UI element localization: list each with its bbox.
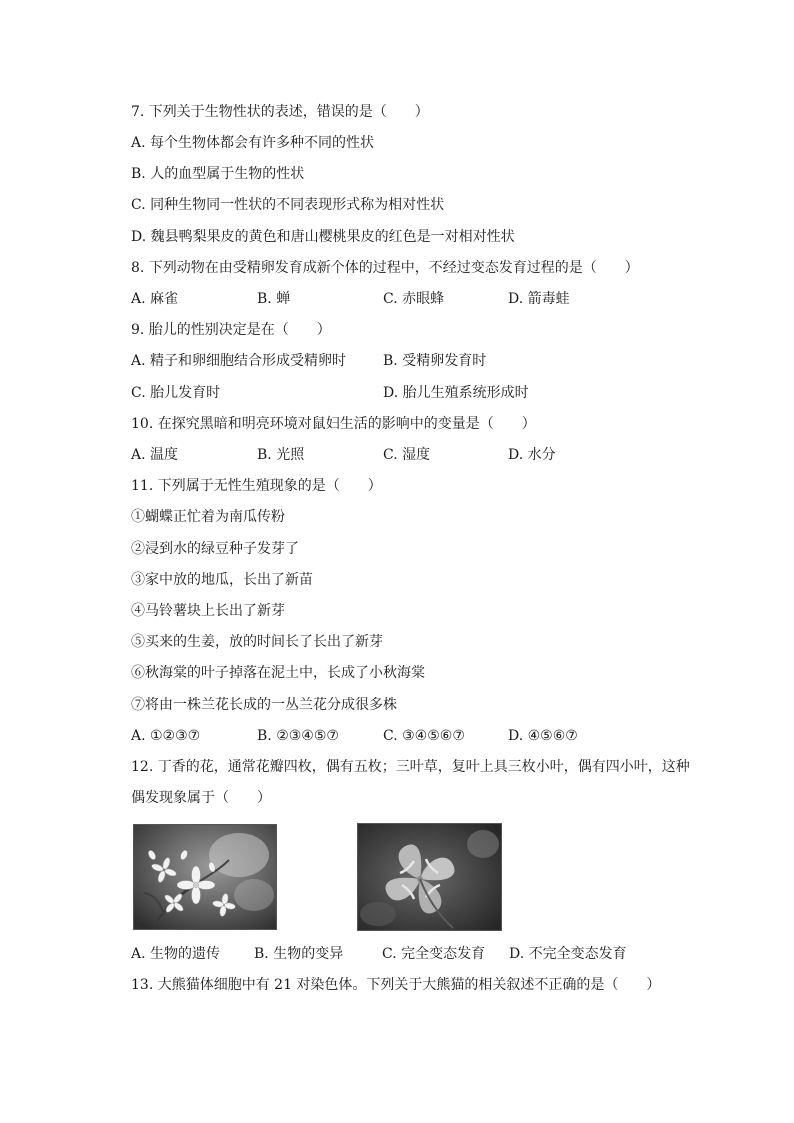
question-11-item-3: ③家中放的地瓜，长出了新苗 bbox=[131, 572, 313, 588]
question-11-item-1: ①蝴蝶正忙着为南瓜传粉 bbox=[131, 509, 285, 525]
question-11-option-b: B. ②③④⑤⑦ bbox=[257, 728, 339, 744]
question-12-stem-line-1: 12. 丁香的花，通常花瓣四枚，偶有五枚；三叶草，复叶上具三枚小叶，偶有四小叶，这种 bbox=[131, 759, 690, 775]
question-12-option-d: D. 不完全变态发育 bbox=[509, 946, 627, 962]
four-leaf-clover-photo bbox=[357, 823, 502, 931]
question-11-option-a: A. ①②③⑦ bbox=[131, 728, 201, 744]
question-9-option-d: D. 胎儿生殖系统形成时 bbox=[383, 385, 529, 401]
question-10-option-b: B. 光照 bbox=[257, 447, 305, 463]
question-9-option-c: C. 胎儿发育时 bbox=[131, 385, 221, 401]
question-9-option-b: B. 受精卵发育时 bbox=[383, 353, 487, 369]
lilac-flower-photo bbox=[133, 824, 277, 930]
question-10-option-c: C. 湿度 bbox=[383, 447, 431, 463]
question-7-option-d: D. 魏县鸭梨果皮的黄色和唐山樱桃果皮的红色是一对相对性状 bbox=[131, 229, 515, 245]
question-10-option-d: D. 水分 bbox=[508, 447, 556, 463]
question-8-option-d: D. 箭毒蛙 bbox=[508, 291, 570, 307]
question-7-option-b: B. 人的血型属于生物的性状 bbox=[131, 166, 305, 182]
question-7-option-a: A. 每个生物体都会有许多种不同的性状 bbox=[131, 135, 375, 151]
question-8-option-b: B. 蝉 bbox=[257, 291, 291, 307]
question-8-option-a: A. 麻雀 bbox=[131, 291, 179, 307]
question-8-option-c: C. 赤眼蜂 bbox=[383, 291, 445, 307]
question-11-item-6: ⑥秋海棠的叶子掉落在泥土中，长成了小秋海棠 bbox=[131, 665, 425, 681]
question-11-stem: 11. 下列属于无性生殖现象的是（ ） bbox=[131, 478, 382, 494]
question-11-option-c: C. ③④⑤⑥⑦ bbox=[383, 728, 465, 744]
question-12-option-b: B. 生物的变异 bbox=[254, 946, 344, 962]
question-12-stem-line-2: 偶发现象属于（ ） bbox=[131, 790, 271, 806]
question-12-option-c: C. 完全变态发育 bbox=[382, 946, 486, 962]
question-9-stem: 9. 胎儿的性别决定是在（ ） bbox=[131, 322, 331, 338]
question-8-stem: 8. 下列动物在由受精卵发育成新个体的过程中，不经过变态发育过程的是（ ） bbox=[131, 260, 639, 276]
question-11-item-4: ④马铃薯块上长出了新芽 bbox=[131, 603, 285, 619]
question-10-option-a: A. 温度 bbox=[131, 447, 179, 463]
question-12-option-a: A. 生物的遗传 bbox=[131, 946, 221, 962]
question-7-option-c: C. 同种生物同一性状的不同表现形式称为相对性状 bbox=[131, 197, 445, 213]
question-11-item-7: ⑦将由一株兰花长成的一丛兰花分成很多株 bbox=[131, 697, 397, 713]
question-10-stem: 10. 在探究黑暗和明亮环境对鼠妇生活的影响中的变量是（ ） bbox=[131, 416, 536, 432]
question-11-option-d: D. ④⑤⑥⑦ bbox=[508, 728, 578, 744]
question-11-item-2: ②浸到水的绿豆种子发芽了 bbox=[131, 541, 299, 557]
question-7-stem: 7. 下列关于生物性状的表述，错误的是（ ） bbox=[131, 104, 429, 120]
question-11-item-5: ⑤买来的生姜，放的时间长了长出了新芽 bbox=[131, 634, 383, 650]
question-13-stem: 13. 大熊猫体细胞中有 21 对染色体。下列关于大熊猫的相关叙述不正确的是（ ） bbox=[131, 977, 661, 993]
question-9-option-a: A. 精子和卵细胞结合形成受精卵时 bbox=[131, 353, 347, 369]
